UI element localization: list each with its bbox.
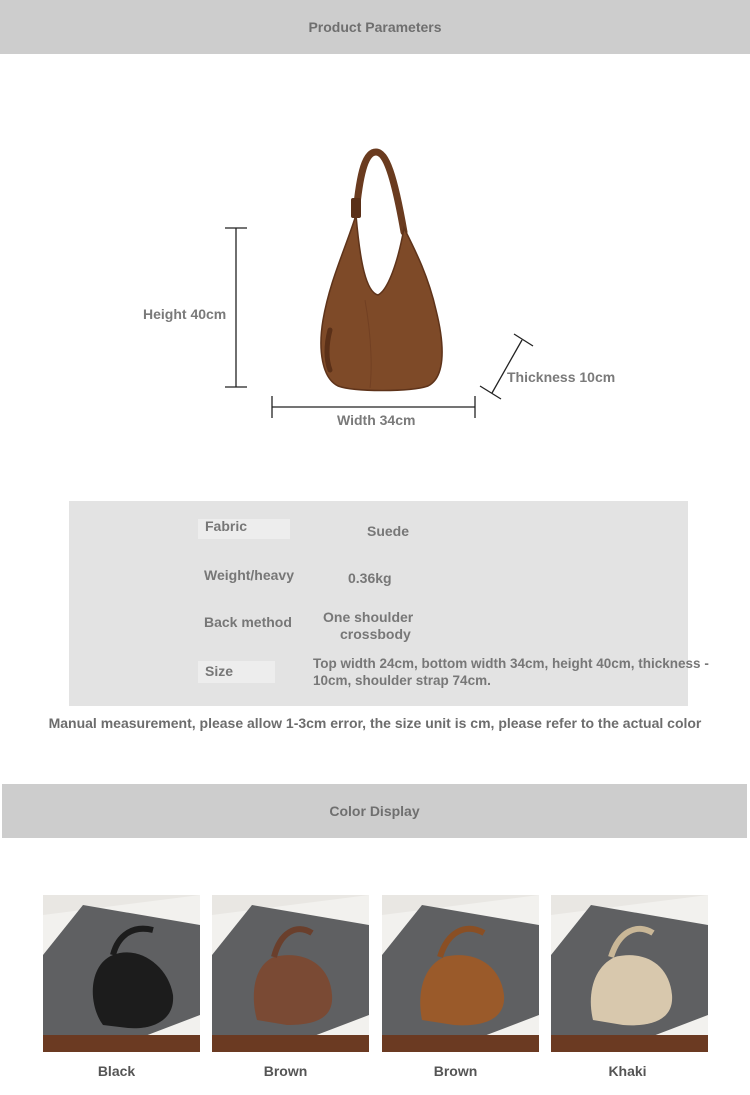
param-value-size-line2: 10cm, shoulder strap 74cm. <box>313 673 491 688</box>
bag-strap <box>356 152 404 232</box>
measurement-note: Manual measurement, please allow 1-3cm error, the size unit is cm, please refer to the actual color <box>48 715 702 731</box>
thickness-dimension-line <box>480 334 533 399</box>
thickness-label: Thickness 10cm <box>507 369 616 385</box>
height-label: Height 40cm <box>143 306 227 322</box>
param-key-size: Size <box>205 663 234 679</box>
param-value-back-method-line1: One shoulder <box>323 609 414 625</box>
section-title-colors: Color Display <box>329 803 420 819</box>
product-dimension-diagram <box>0 54 750 474</box>
color-swatch-khaki[interactable] <box>551 895 708 1052</box>
parameters-table <box>69 501 709 706</box>
color-swatch-black[interactable] <box>43 895 200 1052</box>
color-label-brown-2: Brown <box>433 1063 478 1079</box>
width-label: Width 34cm <box>337 412 416 428</box>
bag-body <box>321 215 442 391</box>
param-value-size-line1: Top width 24cm, bottom width 34cm, height 40cm, thickness - <box>313 656 709 671</box>
color-swatch-brown-2[interactable] <box>382 895 539 1052</box>
param-value-fabric: Suede <box>367 523 410 539</box>
section-title-parameters: Product Parameters <box>308 19 442 35</box>
color-label-khaki: Khaki <box>608 1063 647 1079</box>
param-key-back-method: Back method <box>204 614 292 630</box>
height-dimension-line <box>225 228 247 387</box>
color-swatch-brown-1[interactable] <box>212 895 369 1052</box>
section-banner-colors <box>2 784 747 838</box>
section-banner-parameters <box>0 0 750 54</box>
param-value-weight: 0.36kg <box>348 570 392 586</box>
color-label-brown-1: Brown <box>263 1063 308 1079</box>
param-key-fabric: Fabric <box>205 518 248 534</box>
color-label-black: Black <box>97 1063 136 1079</box>
param-key-weight: Weight/heavy <box>204 567 294 583</box>
param-value-back-method-line2: crossbody <box>340 626 411 642</box>
